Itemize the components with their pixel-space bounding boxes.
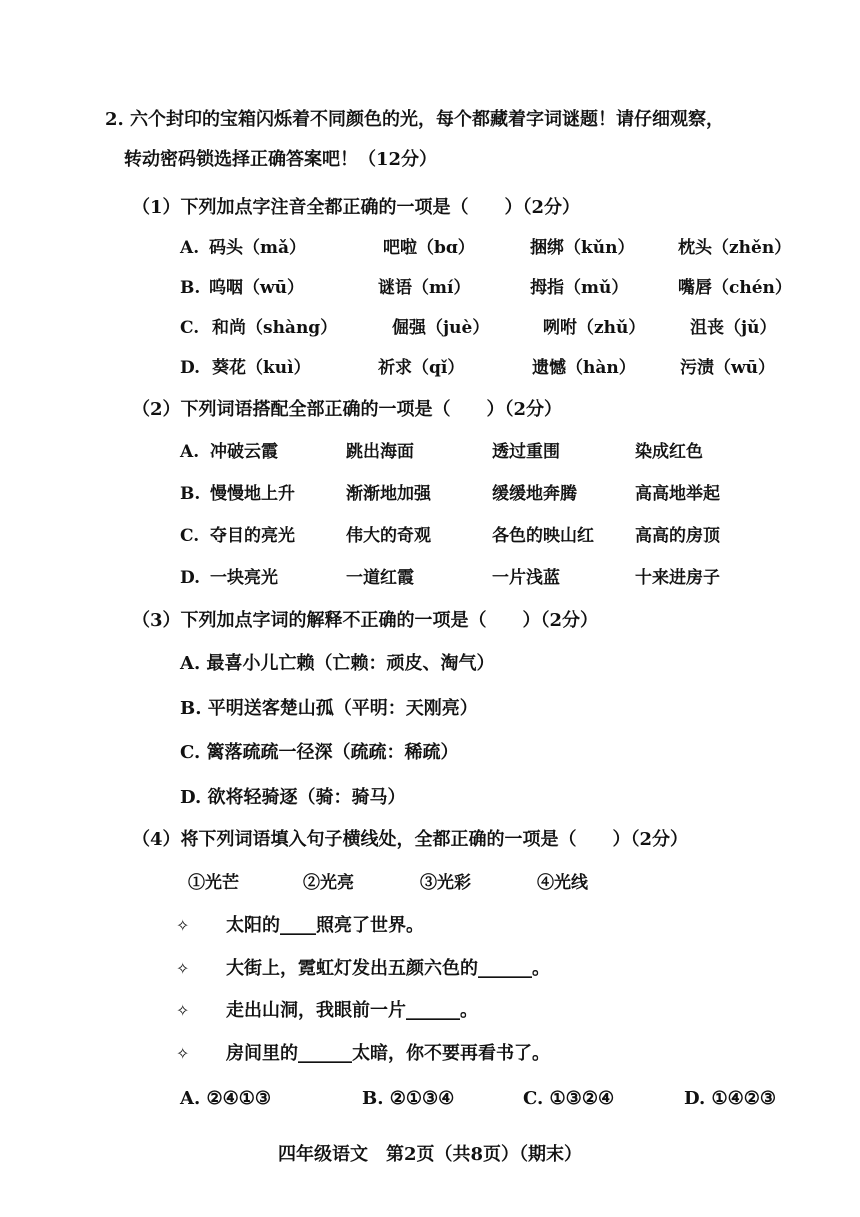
q2-option-item: 各色的映山红 (492, 526, 594, 546)
q2-option-item: 跳出海面 (346, 442, 414, 462)
q3-option: C. 篱落疏疏一径深（疏疏：稀疏） (180, 742, 459, 763)
q4-word: ③光彩 (420, 873, 471, 893)
q2-option-letter: D. (180, 568, 201, 588)
q1-option-item: 谜语（mí） (378, 278, 471, 298)
q4-sentence: 走出山洞，我眼前一片______。 (226, 1000, 478, 1021)
q2-option-item: 一片浅蓝 (492, 568, 560, 588)
q4-answer: A. ②④①③ (180, 1088, 272, 1109)
q2-option-letter: C. (180, 526, 200, 546)
q4-answer: D. ①④②③ (684, 1088, 777, 1109)
q3-option: A. 最喜小儿亡赖（亡赖：顽皮、淘气） (180, 653, 495, 674)
q4-word: ④光线 (537, 873, 588, 893)
q1-option-item: 拇指（mǔ） (530, 278, 629, 298)
q4-sentence: 太阳的____照亮了世界。 (226, 915, 424, 936)
q2-option-item: 慢慢地上升 (210, 484, 295, 504)
q1-option-letter: C. (180, 318, 200, 338)
q1-option-item: 码头（mǎ） (209, 238, 307, 258)
q2-option-item: 冲破云霞 (210, 442, 278, 462)
q1-option-item: 咧咐（zhǔ） (543, 318, 646, 338)
q2-option-item: 十来进房子 (635, 568, 720, 588)
q1-option-item: 和尚（shàng） (212, 318, 338, 338)
q2-option-item: 一块亮光 (210, 568, 278, 588)
bullet-icon: ✧ (176, 1001, 190, 1020)
q1-option-item: 嘴唇（chén） (678, 278, 792, 298)
q4-word: ①光芒 (188, 873, 239, 893)
q4-answer: C. ①③②④ (523, 1088, 615, 1109)
q4-prompt: （4）将下列词语填入句子横线处，全都正确的一项是（ ）（2分） (132, 829, 689, 850)
q2-option-item: 透过重围 (492, 442, 560, 462)
q2-prompt: （2）下列词语搭配全部正确的一项是（ ）（2分） (132, 399, 563, 420)
q1-option-item: 沮丧（jǔ） (690, 318, 777, 338)
q1-option-item: 葵花（kuì） (212, 358, 311, 378)
q4-answer: B. ②①③④ (362, 1088, 455, 1109)
question-heading-line2: 转动密码锁选择正确答案吧！（12分） (124, 149, 438, 170)
q1-option-letter: B. (180, 278, 201, 298)
q2-option-item: 一道红霞 (346, 568, 414, 588)
q1-prompt: （1）下列加点字注音全都正确的一项是（ ）（2分） (132, 197, 581, 218)
bullet-icon: ✧ (176, 959, 190, 978)
q1-option-item: 吧啦（bɑ） (383, 238, 475, 258)
q4-sentence: 大街上，霓虹灯发出五颜六色的______。 (226, 958, 550, 979)
q2-option-item: 染成红色 (635, 442, 703, 462)
q1-option-item: 污渍（wū） (680, 358, 775, 378)
q3-option: D. 欲将轻骑逐（骑：骑马） (180, 787, 406, 808)
q1-option-item: 捆绑（kǔn） (530, 238, 635, 258)
q1-option-letter: A. (180, 238, 200, 258)
q2-option-item: 缓缓地奔腾 (492, 484, 577, 504)
q1-option-item: 遗憾（hàn） (532, 358, 636, 378)
q2-option-item: 夺目的亮光 (210, 526, 295, 546)
q4-sentence: 房间里的______太暗，你不要再看书了。 (226, 1043, 550, 1064)
q2-option-item: 高高的房顶 (635, 526, 720, 546)
q2-option-letter: B. (180, 484, 201, 504)
q1-option-item: 祈求（qǐ） (378, 358, 465, 378)
q4-word: ②光亮 (303, 873, 354, 893)
q2-option-item: 伟大的奇观 (346, 526, 431, 546)
q2-option-item: 高高地举起 (635, 484, 720, 504)
q3-prompt: （3）下列加点字词的解释不正确的一项是（ ）（2分） (132, 610, 599, 631)
q1-option-item: 倔强（juè） (392, 318, 490, 338)
question-heading-line1: 2. 六个封印的宝箱闪烁着不同颜色的光，每个都藏着字词谜题！请仔细观察， (105, 109, 725, 130)
bullet-icon: ✧ (176, 1044, 190, 1063)
q1-option-item: 枕头（zhěn） (678, 238, 792, 258)
q1-option-letter: D. (180, 358, 201, 378)
q1-option-item: 呜咽（wū） (209, 278, 304, 298)
q2-option-item: 渐渐地加强 (346, 484, 431, 504)
q3-option: B. 平明送客楚山孤（平明：天刚亮） (180, 698, 478, 719)
page-footer: 四年级语文 第2页（共8页）（期末） (277, 1144, 583, 1165)
bullet-icon: ✧ (176, 916, 190, 935)
q2-option-letter: A. (180, 442, 200, 462)
